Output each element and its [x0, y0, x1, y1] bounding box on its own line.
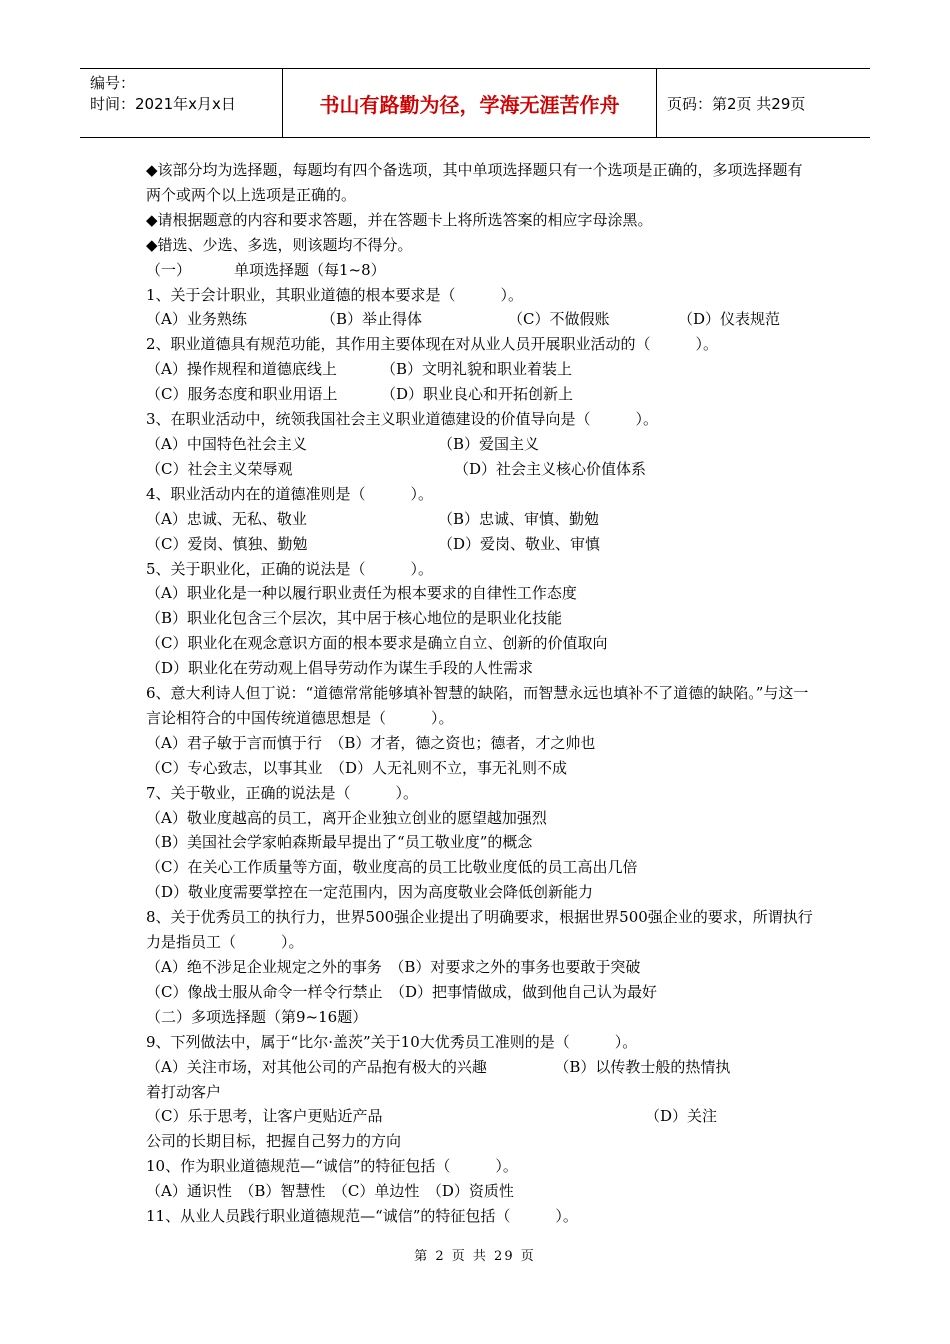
option-d: （D）社会主义核心价值体系 [454, 459, 647, 478]
option-c: （C）职业化在观念意识方面的根本要求是确立自立、创新的价值取向 [146, 634, 608, 653]
option-a: （A）操作规程和道德底线上 [146, 360, 337, 379]
question-1: 1、关于会计职业，其职业道德的根本要求是（ ）。 [146, 285, 524, 304]
option-b: （B）美国社会学家帕森斯最早提出了“员工敬业度”的概念 [146, 833, 533, 852]
question-10: 10、作为职业道德规范—“诚信”的特征包括（ ）。 [146, 1157, 518, 1176]
question-8-options-ab: （A）绝不涉足企业规定之外的事务 （B）对要求之外的事务也要敢于突破 [146, 958, 641, 976]
question-2: 2、职业道德具有规范功能，其作用主要体现在对从业人员开展职业活动的（ ）。 [146, 335, 719, 354]
question-2-options-ab [146, 357, 816, 382]
question-8-options-cd: （C）像战士服从命令一样令行禁止 （D）把事情做成，做到他自己认为最好 [146, 982, 658, 1001]
page-label: 页码：第2页 共29页 [667, 94, 806, 113]
question-3-options-cd [146, 457, 816, 482]
time-label: 时间：2021年x月x日 [90, 95, 236, 113]
number-label: 编号： [90, 74, 136, 92]
question-9: 9、下列做法中，属于“比尔·盖茨”关于10大优秀员工准则的是（ ）。 [146, 1032, 638, 1051]
question-11: 11、从业人员践行职业道德规范—“诚信”的特征包括（ ）。 [146, 1207, 578, 1226]
option-a: （A）中国特色社会主义 [146, 434, 307, 453]
question-5: 5、关于职业化，正确的说法是（ ）。 [146, 559, 434, 578]
question-6-options-ab: （A）君子敏于言而慎于行 （B）才者，德之资也；德者，才之帅也 [146, 733, 596, 752]
section-multi-heading: （二）多项选择题（第9~16题） [146, 1007, 368, 1026]
option-d: （D）仪表规范 [678, 310, 781, 329]
option-a: （A）忠诚、无私、敬业 [146, 509, 307, 528]
page-header [80, 68, 870, 138]
question-2-options-cd [146, 382, 816, 407]
document-body [146, 158, 816, 1229]
question-3: 3、在职业活动中，统领我国社会主义职业道德建设的价值导向是（ ）。 [146, 410, 659, 429]
option-a: （A）职业化是一种以履行职业责任为根本要求的自律性工作态度 [146, 584, 577, 603]
option-a: （A）敬业度越高的员工，离开企业独立创业的愿望越加强烈 [146, 808, 547, 827]
section-title: 单项选择题（每1~8） [234, 260, 386, 279]
question-4-options-ab [146, 507, 816, 532]
question-4-options-cd [146, 532, 816, 557]
note-1: ◆该部分均为选择题，每题均有四个备选项，其中单项选择题只有一个选项是正确的，多项选择题有两个或两个以上选项是正确的。 [146, 161, 803, 204]
option-d: （D）职业良心和开拓创新上 [381, 385, 574, 404]
question-3-options-ab [146, 432, 816, 457]
header-meta [80, 69, 283, 137]
question-9-line-3: （C）乐于思考，让客户更贴近产品 （D）关注 [146, 1107, 718, 1126]
note-2: ◆请根据题意的内容和要求答题，并在答题卡上将所选答案的相应字母涂黑。 [146, 210, 653, 229]
question-4: 4、职业活动内在的道德准则是（ ）。 [146, 484, 434, 503]
question-6-options-cd: （C）专心致志，以事其业 （D）人无礼则不立，事无礼则不成 [146, 758, 568, 777]
option-a: （A）业务熟练 [146, 310, 247, 329]
option-c: （C）不做假账 [508, 310, 610, 329]
question-9-line-4: 公司的长期目标，把握自己努力的方向 [146, 1132, 402, 1151]
question-9-line-1: （A）关注市场，对其他公司的产品抱有极大的兴趣 （B）以传教士般的热情执 [146, 1057, 731, 1076]
question-7: 7、关于敬业，正确的说法是（ ）。 [146, 783, 419, 802]
section-single-heading [146, 258, 816, 283]
question-10-options: （A）通识性 （B）智慧性 （C）单边性 （D）资质性 [146, 1182, 514, 1201]
question-8: 8、关于优秀员工的执行力，世界500强企业提出了明确要求，根据世界500强企业的要求，所谓执行力是指员工（ ）。 [146, 908, 813, 952]
option-c: （C）爱岗、慎独、勤勉 [146, 534, 308, 553]
option-d: （D）职业化在劳动观上倡导劳动作为谋生手段的人性需求 [146, 659, 534, 678]
note-3: ◆错选、少选、多选，则该题均不得分。 [146, 235, 413, 254]
option-b: （B）文明礼貌和职业着装上 [381, 360, 573, 379]
option-c: （C）在关心工作质量等方面，敬业度高的员工比敬业度低的员工高出几倍 [146, 858, 638, 877]
option-b: （B）爱国主义 [438, 434, 540, 453]
option-b: （B）忠诚、审慎、勤勉 [438, 509, 600, 528]
page-footer: 第 2 页 共 29 页 [414, 1249, 536, 1264]
section-number: （一） [146, 260, 192, 279]
motto: 书山有路勤为径，学海无涯苦作舟 [283, 69, 657, 137]
option-b: （B）举止得体 [321, 310, 423, 329]
option-b: （B）职业化包含三个层次，其中居于核心地位的是职业化技能 [146, 609, 563, 628]
option-d: （D）爱岗、敬业、审慎 [438, 534, 601, 553]
option-c: （C）社会主义荣辱观 [146, 459, 293, 478]
question-6: 6、意大利诗人但丁说：“道德常常能够填补智慧的缺陷，而智慧永远也填补不了道德的缺陷。”与这一言论相符合的中国传统道德思想是（ ）。 [146, 684, 809, 727]
option-c: （C）服务态度和职业用语上 [146, 385, 338, 404]
question-9-line-2: 着打动客户 [146, 1082, 222, 1101]
option-d: （D）敬业度需要掌控在一定范围内，因为高度敬业会降低创新能力 [146, 883, 594, 902]
question-1-options [146, 307, 816, 332]
